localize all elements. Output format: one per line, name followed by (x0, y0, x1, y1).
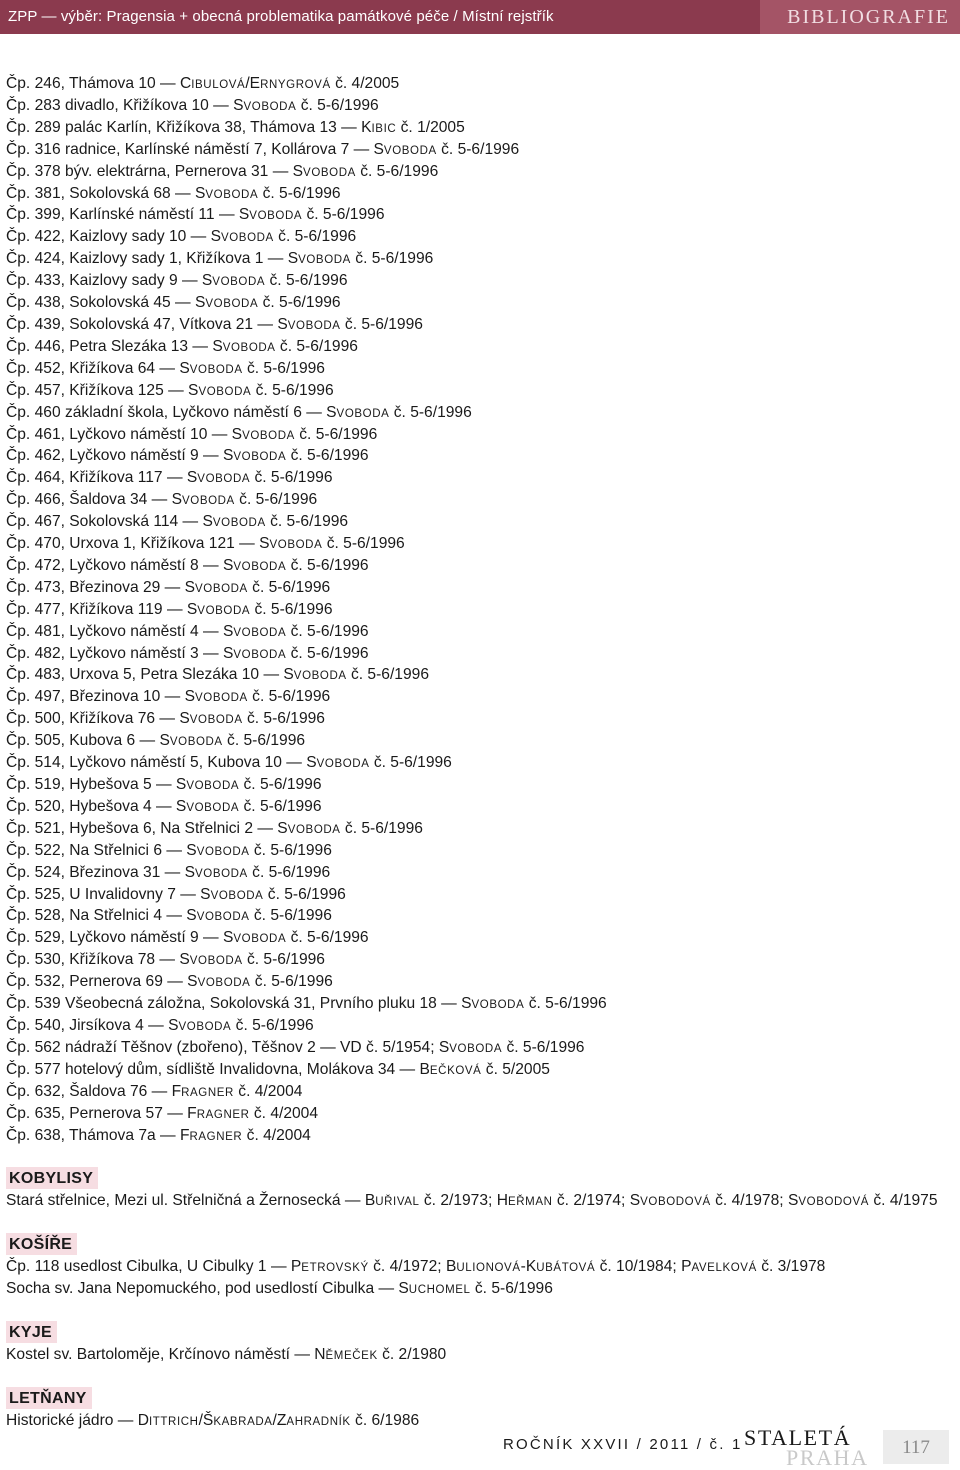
entry-author: SVOBODA (222, 622, 287, 640)
entry-line: Čp. 532, Pernerova 69 — SVOBODA č. 5-6/1996 (6, 973, 333, 991)
entry-place: Historické jádro (6, 1412, 114, 1430)
locality-section (6, 1167, 951, 1213)
entry-line: Čp. 638, Thámova 7a — FRAGNER č. 4/2004 (6, 1126, 311, 1144)
entry-author: SVOBODA (200, 885, 264, 903)
entry-author: SVOBODA (184, 863, 248, 881)
entry-issue: č. 5-6/1996 (246, 359, 325, 377)
entry-author: SVOBODA (222, 644, 287, 662)
entry-author: SVOBODA (210, 228, 274, 246)
entry-issue: č. 2/1974; (556, 1192, 630, 1210)
staleta-praha-logo (744, 1425, 874, 1470)
entry-place: Čp. 505, Kubova 6 (6, 732, 136, 750)
entry-author: SVOBODA (184, 578, 248, 596)
entry-issue: č. 4/2004 (246, 1126, 311, 1144)
entry-issue: č. 5-6/1996 (252, 863, 331, 881)
entry-place: Čp. 460 základní škola, Lyčkovo náměstí 6 (6, 403, 302, 421)
entry-issue: č. 4/2005 (335, 75, 400, 92)
entry-issue: č. 5-6/1996 (290, 622, 369, 640)
entry-place: Čp. 520, Hybešova 4 (6, 797, 152, 815)
entry-issue: č. 4/2004 (253, 1104, 319, 1122)
entry-issue: č. 1/2005 (400, 118, 465, 136)
entry-place: Čp. 562 nádraží Těšnov (zbořeno), Těšnov 2 (6, 1038, 316, 1056)
entry-place: Čp. 483, Urxova 5, Petra Slezáka 10 (6, 666, 260, 684)
header-title: ZPP — výběr: Pragensia + obecná problematika památkové péče / Místní rejstřík (8, 8, 554, 25)
entry-author: FRAGNER (179, 1126, 243, 1144)
entry-author: SVOBODA (259, 535, 323, 553)
entry-issue: č. 5-6/1996 (243, 797, 322, 815)
entry-author: HEŘMAN (496, 1192, 553, 1210)
entry-author: SVOBODA (238, 206, 303, 224)
entry-author: KIBIC (361, 118, 397, 136)
entry-author: SVOBODA (179, 359, 243, 377)
entry-line: Čp. 497, Březinova 10 — SVOBODA č. 5-6/1996 (6, 688, 331, 706)
entry-issue: č. 5-6/1996 (506, 1038, 585, 1056)
entry-author: SVOBODA (201, 272, 266, 290)
entry-issue: č. 6/1986 (355, 1412, 420, 1430)
page-header (0, 0, 960, 34)
section-label: KOŠÍŘE (6, 1233, 77, 1255)
entry-place: Čp. 316 radnice, Karlínské náměstí 7, Kollárova 7 (6, 140, 350, 158)
entry-place: Čp. 439, Sokolovská 47, Vítkova 21 (6, 315, 254, 333)
entry-author: DITTRICH/ŠKABRADA/ZAHRADNÍK (137, 1412, 351, 1430)
entry-place: Čp. 524, Březinova 31 (6, 863, 161, 881)
entry-place: Čp. 532, Pernerova 69 (6, 973, 163, 991)
entry-line: Stará střelnice, Mezi ul. Střelničná a Žernosecká — BUŘIVAL č. 2/1973; HEŘMAN č. 2/1974; SVOBODOVÁ č. 4/1978; SVOBODOVÁ č. 4/1975 (6, 1192, 938, 1210)
entry-issue: č. 5-6/1996 (290, 556, 369, 574)
entry-place: Čp. 464, Křižíkova 117 (6, 469, 163, 487)
locality-section (6, 1233, 951, 1301)
entry-place: Čp. 497, Březinova 10 (6, 688, 161, 706)
entry-place: Čp. 481, Lyčkovo náměstí 4 (6, 622, 199, 640)
entry-line: Čp. 439, Sokolovská 47, Vítkova 21 — SVOBODA č. 5-6/1996 (6, 315, 423, 333)
entry-line: Čp. 562 nádraží Těšnov (zbořeno), Těšnov 2 — VD č. 5/1954; SVOBODA č. 5-6/1996 (6, 1038, 585, 1056)
entry-line: Čp. 529, Lyčkovo náměstí 9 — SVOBODA č. 5-6/1996 (6, 929, 369, 947)
entry-author: BEČKOVÁ (419, 1060, 482, 1078)
entry-line: Čp. 462, Lyčkovo náměstí 9 — SVOBODA č. 5-6/1996 (6, 447, 369, 465)
entry-line: Čp. 524, Březinova 31 — SVOBODA č. 5-6/1996 (6, 863, 331, 881)
entry-issue: č. 5-6/1996 (300, 96, 379, 114)
entry-author: SVOBODA (373, 140, 437, 158)
page-number: 117 (883, 1430, 949, 1464)
entry-place: Čp. 438, Sokolovská 45 (6, 294, 171, 312)
entry-line: Čp. 632, Šaldova 76 — FRAGNER č. 4/2004 (6, 1082, 303, 1100)
entry-place: Čp. 378 býv. elektrárna, Pernerova 31 (6, 162, 269, 180)
entry-place: Čp. 519, Hybešova 5 (6, 776, 152, 793)
entry-line: Čp. 470, Urxova 1, Křižíkova 121 — SVOBODA č. 5-6/1996 (6, 535, 405, 553)
entry-author: SVOBODA (283, 666, 347, 684)
entry-list (6, 74, 951, 1147)
entry-line: Čp. 539 Všeobecná záložna, Sokolovská 31, Prvního pluku 18 — SVOBODA č. 5-6/1996 (6, 995, 607, 1013)
entry-place: Čp. 457, Křižíkova 125 (6, 381, 164, 399)
entry-line: Historické jádro — DITTRICH/ŠKABRADA/ZAHRADNÍK č. 6/1986 (6, 1412, 420, 1430)
entry-place: Čp. 514, Lyčkovo náměstí 5, Kubova 10 (6, 754, 282, 772)
entry-issue: č. 5-6/1996 (278, 228, 357, 246)
entry-place: Čp. 246, Thámova 10 (6, 75, 156, 92)
entry-issue: č. 5-6/1996 (290, 644, 369, 662)
entry-line: Čp. 500, Křižíkova 76 — SVOBODA č. 5-6/1996 (6, 710, 325, 728)
entry-line: Čp. 522, Na Střelnici 6 — SVOBODA č. 5-6/1996 (6, 841, 332, 859)
entry-place: Čp. 635, Pernerova 57 (6, 1104, 163, 1122)
entry-place: Čp. 118 usedlost Cibulka, U Cibulky 1 (6, 1258, 267, 1276)
entry-issue: č. 5/2005 (485, 1060, 550, 1078)
entry-issue: č. 5-6/1996 (254, 973, 333, 991)
entry-author: SVOBODOVÁ (787, 1192, 870, 1210)
section-label: KYJE (6, 1321, 57, 1343)
entry-author: CIBULOVÁ/ERNYGROVÁ (179, 75, 331, 92)
entry-place: Čp. 477, Křižíkova 119 (6, 600, 163, 618)
entry-line: Čp. 460 základní škola, Lyčkovo náměstí 6 — SVOBODA č. 5-6/1996 (6, 403, 472, 421)
entry-author: SVOBODA (159, 732, 223, 750)
entry-issue: č. 5-6/1996 (344, 819, 423, 837)
entry-author: SVOBODA (222, 447, 287, 465)
entry-place: Čp. 472, Lyčkovo náměstí 8 (6, 556, 199, 574)
entry-author: SVOBODA (184, 688, 248, 706)
entry-line: Čp. 635, Pernerova 57 — FRAGNER č. 4/2004 (6, 1104, 319, 1122)
entry-author: SVOBODA (326, 403, 390, 421)
entry-issue: č. 2/1980 (382, 1346, 447, 1364)
entry-line: Čp. 316 radnice, Karlínské náměstí 7, Kollárova 7 — SVOBODA č. 5-6/1996 (6, 140, 520, 158)
entry-place: Stará střelnice, Mezi ul. Střelničná a Žernosecká (6, 1192, 341, 1210)
section-list (6, 1167, 951, 1433)
entry-issue: č. 5-6/1996 (243, 776, 322, 793)
entry-author: SVOBODA (175, 776, 240, 793)
entry-author: SVOBODA (179, 710, 243, 728)
entry-line: Čp. 378 býv. elektrárna, Pernerova 31 — SVOBODA č. 5-6/1996 (6, 162, 439, 180)
entry-author: SVOBODA (212, 337, 276, 355)
entry-line: Kostel sv. Bartoloměje, Krčínovo náměstí — NĚMEČEK č. 2/1980 (6, 1346, 447, 1364)
entry-author: SVOBODA (194, 184, 259, 202)
entry-author: SVOBODA (277, 315, 341, 333)
index-content (6, 74, 951, 1433)
logo-text-top: STALETÁ (744, 1425, 852, 1450)
entry-issue: č. 4/1978; (715, 1192, 788, 1210)
entry-author: VD (340, 1038, 362, 1056)
entry-place: Kostel sv. Bartoloměje, Krčínovo náměstí (6, 1346, 290, 1364)
entry-issue: č. 5-6/1996 (239, 491, 318, 509)
entry-line: Čp. 520, Hybešova 4 — SVOBODA č. 5-6/1996 (6, 797, 322, 815)
entry-line: Čp. 467, Sokolovská 114 — SVOBODA č. 5-6/1996 (6, 513, 349, 531)
entry-line: Čp. 540, Jirsíkova 4 — SVOBODA č. 5-6/1996 (6, 1016, 314, 1034)
entry-issue: č. 5-6/1996 (290, 447, 369, 465)
entry-line: Čp. 519, Hybešova 5 — SVOBODA č. 5-6/1996 (6, 776, 322, 793)
entry-place: Čp. 632, Šaldova 76 (6, 1082, 148, 1100)
entry-author: SVOBODOVÁ (629, 1192, 711, 1210)
section-label: LETŇANY (6, 1387, 92, 1409)
entry-author: SVOBODA (222, 929, 287, 947)
entry-line: Čp. 461, Lyčkovo náměstí 10 — SVOBODA č. 5-6/1996 (6, 425, 378, 443)
volume-info: ROČNÍK XXVII / 2011 / č. 1 (503, 1436, 743, 1453)
entry-place: Čp. 283 divadlo, Křižíkova 10 (6, 96, 209, 114)
entry-issue: č. 5-6/1996 (279, 337, 358, 355)
entry-place: Čp. 539 Všeobecná záložna, Sokolovská 31, Prvního pluku 18 (6, 995, 437, 1013)
entry-line: Čp. 424, Kaizlovy sady 1, Křižíkova 1 — SVOBODA č. 5-6/1996 (6, 250, 434, 268)
entry-author: SVOBODA (188, 381, 252, 399)
entry-issue: č. 5-6/1996 (474, 1280, 553, 1298)
entry-issue: č. 5-6/1996 (290, 929, 369, 947)
entry-line: Čp. 446, Petra Slezáka 13 — SVOBODA č. 5-6/1996 (6, 337, 358, 355)
entry-author: SVOBODA (438, 1038, 503, 1056)
entry-line: Čp. 438, Sokolovská 45 — SVOBODA č. 5-6/1996 (6, 294, 341, 312)
entry-issue: č. 5-6/1996 (269, 272, 348, 290)
entry-issue: č. 5-6/1996 (393, 403, 472, 421)
entry-issue: č. 5-6/1996 (528, 995, 607, 1013)
entry-issue: č. 10/1984; (599, 1258, 682, 1276)
entry-issue: č. 5/1954; (366, 1038, 439, 1056)
entry-author: SVOBODA (168, 1016, 232, 1034)
entry-place: Čp. 521, Hybešova 6, Na Střelnici 2 (6, 819, 254, 837)
locality-section (6, 1321, 951, 1367)
entry-author: SVOBODA (187, 973, 251, 991)
entry-line: Čp. 464, Křižíkova 117 — SVOBODA č. 5-6/1996 (6, 469, 333, 487)
entry-place: Čp. 470, Urxova 1, Křižíkova 121 (6, 535, 235, 553)
entry-author: SVOBODA (186, 469, 251, 487)
entry-issue: č. 5-6/1996 (270, 513, 349, 531)
entry-author: PETROVSKÝ (290, 1258, 369, 1276)
entry-place: Čp. 399, Karlínské náměstí 11 (6, 206, 215, 224)
entry-place: Čp. 462, Lyčkovo náměstí 9 (6, 447, 199, 465)
entry-author: SVOBODA (233, 96, 297, 114)
entry-place: Čp. 446, Petra Slezáka 13 (6, 337, 189, 355)
entry-line: Čp. 514, Lyčkovo náměstí 5, Kubova 10 — SVOBODA č. 5-6/1996 (6, 754, 452, 772)
entry-author: NĚMEČEK (314, 1346, 378, 1364)
entry-line: Čp. 472, Lyčkovo náměstí 8 — SVOBODA č. 5-6/1996 (6, 556, 369, 574)
entry-author: FRAGNER (171, 1082, 234, 1100)
entry-line: Čp. 289 palác Karlín, Křižíkova 38, Thámova 13 — KIBIC č. 1/2005 (6, 118, 465, 136)
entry-author: FRAGNER (187, 1104, 250, 1122)
entry-place: Čp. 473, Březinova 29 (6, 578, 161, 596)
entry-line: Čp. 246, Thámova 10 — CIBULOVÁ/ERNYGROVÁ č. 4/2005 (6, 75, 400, 92)
entry-line: Čp. 521, Hybešova 6, Na Střelnici 2 — SVOBODA č. 5-6/1996 (6, 819, 423, 837)
entry-place: Čp. 577 hotelový dům, sídliště Invalidovna, Molákova 34 (6, 1060, 396, 1078)
entry-issue: č. 5-6/1996 (227, 732, 306, 750)
entry-issue: č. 5-6/1996 (355, 250, 434, 268)
entry-author: SUCHOMEL (398, 1280, 471, 1298)
entry-line: Čp. 525, U Invalidovny 7 — SVOBODA č. 5-6/1996 (6, 885, 346, 903)
entry-author: SVOBODA (306, 754, 370, 772)
entry-issue: č. 5-6/1996 (246, 710, 325, 728)
section-label: KOBYLISY (6, 1167, 98, 1189)
entry-place: Čp. 452, Křižíkova 64 (6, 359, 156, 377)
entry-place: Čp. 500, Křižíkova 76 (6, 710, 156, 728)
entry-place: Čp. 433, Kaizlovy sady 9 (6, 272, 178, 290)
entry-line: Čp. 473, Březinova 29 — SVOBODA č. 5-6/1996 (6, 578, 331, 596)
entry-author: SVOBODA (292, 162, 356, 180)
entry-place: Čp. 638, Thámova 7a (6, 1126, 156, 1144)
entry-issue: č. 5-6/1996 (326, 535, 405, 553)
entry-author: SVOBODA (202, 513, 266, 531)
entry-place: Čp. 482, Lyčkovo náměstí 3 (6, 644, 199, 662)
entry-author: SVOBODA (231, 425, 295, 443)
entry-line: Čp. 452, Křižíkova 64 — SVOBODA č. 5-6/1996 (6, 359, 325, 377)
entry-issue: č. 4/1972; (373, 1258, 446, 1276)
entry-line: Čp. 481, Lyčkovo náměstí 4 — SVOBODA č. 5-6/1996 (6, 622, 369, 640)
entry-line: Čp. 283 divadlo, Křižíkova 10 — SVOBODA č. 5-6/1996 (6, 96, 379, 114)
entry-line: Čp. 466, Šaldova 34 — SVOBODA č. 5-6/1996 (6, 491, 318, 509)
entry-issue: č. 5-6/1996 (254, 600, 333, 618)
entry-author: BULIONOVÁ-KUBÁTOVÁ (445, 1258, 596, 1276)
entry-place: Čp. 540, Jirsíkova 4 (6, 1016, 144, 1034)
entry-issue: č. 5-6/1996 (306, 206, 385, 224)
entry-issue: č. 5-6/1996 (262, 184, 341, 202)
entry-author: SVOBODA (186, 907, 250, 925)
entry-issue: č. 5-6/1996 (267, 885, 346, 903)
entry-issue: č. 3/1978 (761, 1258, 826, 1276)
entry-issue: č. 5-6/1996 (360, 162, 439, 180)
entry-author: SVOBODA (179, 951, 243, 969)
entry-place: Čp. 529, Lyčkovo náměstí 9 (6, 929, 199, 947)
entry-author: SVOBODA (461, 995, 525, 1013)
entry-place: Čp. 528, Na Střelnici 4 (6, 907, 163, 925)
entry-place: Socha sv. Jana Nepomuckého, pod usedlostí Cibulka (6, 1280, 375, 1298)
entry-issue: č. 5-6/1996 (441, 140, 520, 158)
entry-place: Čp. 466, Šaldova 34 (6, 491, 148, 509)
entry-place: Čp. 467, Sokolovská 114 (6, 513, 179, 531)
entry-line: Čp. 381, Sokolovská 68 — SVOBODA č. 5-6/1996 (6, 184, 341, 202)
entry-author: SVOBODA (277, 819, 341, 837)
entry-place: Čp. 461, Lyčkovo náměstí 10 (6, 425, 208, 443)
entry-place: Čp. 422, Kaizlovy sady 10 (6, 228, 187, 246)
entry-line: Čp. 457, Křižíkova 125 — SVOBODA č. 5-6/1996 (6, 381, 334, 399)
entry-issue: č. 5-6/1996 (252, 688, 331, 706)
entry-author: SVOBODA (186, 841, 250, 859)
entry-place: Čp. 289 palác Karlín, Křižíkova 38, Thámova 13 (6, 118, 337, 136)
entry-issue: č. 2/1973; (423, 1192, 497, 1210)
entry-issue: č. 5-6/1996 (262, 294, 341, 312)
entry-line: Čp. 483, Urxova 5, Petra Slezáka 10 — SVOBODA č. 5-6/1996 (6, 666, 429, 684)
entry-issue: č. 4/1975 (873, 1192, 938, 1210)
entry-line: Čp. 399, Karlínské náměstí 11 — SVOBODA č. 5-6/1996 (6, 206, 385, 224)
entry-place: Čp. 381, Sokolovská 68 (6, 184, 171, 202)
entry-issue: č. 5-6/1996 (235, 1016, 314, 1034)
entry-line: Čp. 528, Na Střelnici 4 — SVOBODA č. 5-6/1996 (6, 907, 332, 925)
entry-line: Socha sv. Jana Nepomuckého, pod usedlostí Cibulka — SUCHOMEL č. 5-6/1996 (6, 1280, 553, 1298)
entry-issue: č. 4/2004 (238, 1082, 303, 1100)
entry-line: Čp. 433, Kaizlovy sady 9 — SVOBODA č. 5-6/1996 (6, 272, 348, 290)
entry-issue: č. 5-6/1996 (350, 666, 429, 684)
entry-issue: č. 5-6/1996 (255, 381, 334, 399)
entry-author: SVOBODA (287, 250, 351, 268)
entry-line: Čp. 577 hotelový dům, sídliště Invalidovna, Molákova 34 — BEČKOVÁ č. 5/2005 (6, 1060, 550, 1078)
entry-line: Čp. 477, Křižíkova 119 — SVOBODA č. 5-6/1996 (6, 600, 333, 618)
entry-author: SVOBODA (175, 797, 240, 815)
entry-issue: č. 5-6/1996 (299, 425, 378, 443)
entry-author: SVOBODA (186, 600, 251, 618)
entry-issue: č. 5-6/1996 (246, 951, 325, 969)
entry-place: Čp. 530, Křižíkova 78 (6, 951, 156, 969)
entry-place: Čp. 424, Kaizlovy sady 1, Křižíkova 1 (6, 250, 264, 268)
entry-place: Čp. 522, Na Střelnici 6 (6, 841, 163, 859)
entry-line: Čp. 530, Křižíkova 78 — SVOBODA č. 5-6/1996 (6, 951, 325, 969)
header-section-label: BIBLIOGRAFIE (760, 0, 960, 34)
entry-issue: č. 5-6/1996 (253, 907, 332, 925)
entry-line: Čp. 505, Kubova 6 — SVOBODA č. 5-6/1996 (6, 732, 306, 750)
logo-text-bottom: PRAHA (786, 1445, 869, 1470)
entry-author: SVOBODA (171, 491, 235, 509)
entry-issue: č. 5-6/1996 (252, 578, 331, 596)
entry-line: Čp. 118 usedlost Cibulka, U Cibulky 1 — PETROVSKÝ č. 4/1972; BULIONOVÁ-KUBÁTOVÁ č. 10/1984; PAVELKOVÁ č. 3/1978 (6, 1258, 826, 1276)
entry-issue: č. 5-6/1996 (344, 315, 423, 333)
entry-author: BUŘIVAL (364, 1192, 420, 1210)
entry-place: Čp. 525, U Invalidovny 7 (6, 885, 176, 903)
entry-issue: č. 5-6/1996 (373, 754, 452, 772)
entry-author: SVOBODA (222, 556, 287, 574)
entry-author: SVOBODA (194, 294, 259, 312)
entry-line: Čp. 422, Kaizlovy sady 10 — SVOBODA č. 5-6/1996 (6, 228, 357, 246)
entry-issue: č. 5-6/1996 (253, 841, 332, 859)
entry-line: Čp. 482, Lyčkovo náměstí 3 — SVOBODA č. 5-6/1996 (6, 644, 369, 662)
entry-issue: č. 5-6/1996 (254, 469, 333, 487)
entry-author: PAVELKOVÁ (681, 1258, 757, 1276)
